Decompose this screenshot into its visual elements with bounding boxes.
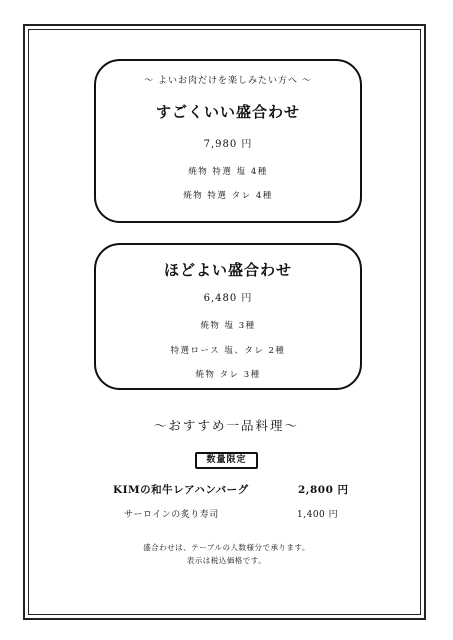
set-price: 7,980 円 <box>203 139 253 150</box>
set-item: 焼物 特選 塩 4種 <box>188 167 268 177</box>
set-item: 焼物 塩 3種 <box>200 321 256 331</box>
set-item: 特選ロース 塩、タレ 2種 <box>170 346 286 356</box>
set-title: すごくいい盛合わせ <box>155 103 300 121</box>
set-card-premium <box>94 59 362 223</box>
menu-item-price: 2,800 円 <box>298 484 349 496</box>
set-card-moderate <box>94 243 362 390</box>
set-title: ほどよい盛合わせ <box>163 261 292 279</box>
footnote: 盛合わせは、テーブルの人数様分で承ります。 <box>143 543 310 552</box>
footnote: 表示は税込価格です。 <box>186 556 267 565</box>
menu-item-name: サーロインの炙り寿司 <box>124 510 219 520</box>
set-subtitle: ～ よいお肉だけを楽しみたい方へ ～ <box>144 76 312 86</box>
set-price: 6,480 円 <box>203 293 253 304</box>
recommend-heading: ～おすすめ一品料理～ <box>153 418 300 433</box>
menu-item-price: 1,400 円 <box>297 510 339 520</box>
limited-quantity-badge: 数量限定 <box>195 452 258 469</box>
menu-item-name: KIMの和牛レアハンバーグ <box>113 484 249 496</box>
set-item: 焼物 タレ 3種 <box>195 370 261 380</box>
set-item: 焼物 特選 タレ 4種 <box>183 191 273 201</box>
